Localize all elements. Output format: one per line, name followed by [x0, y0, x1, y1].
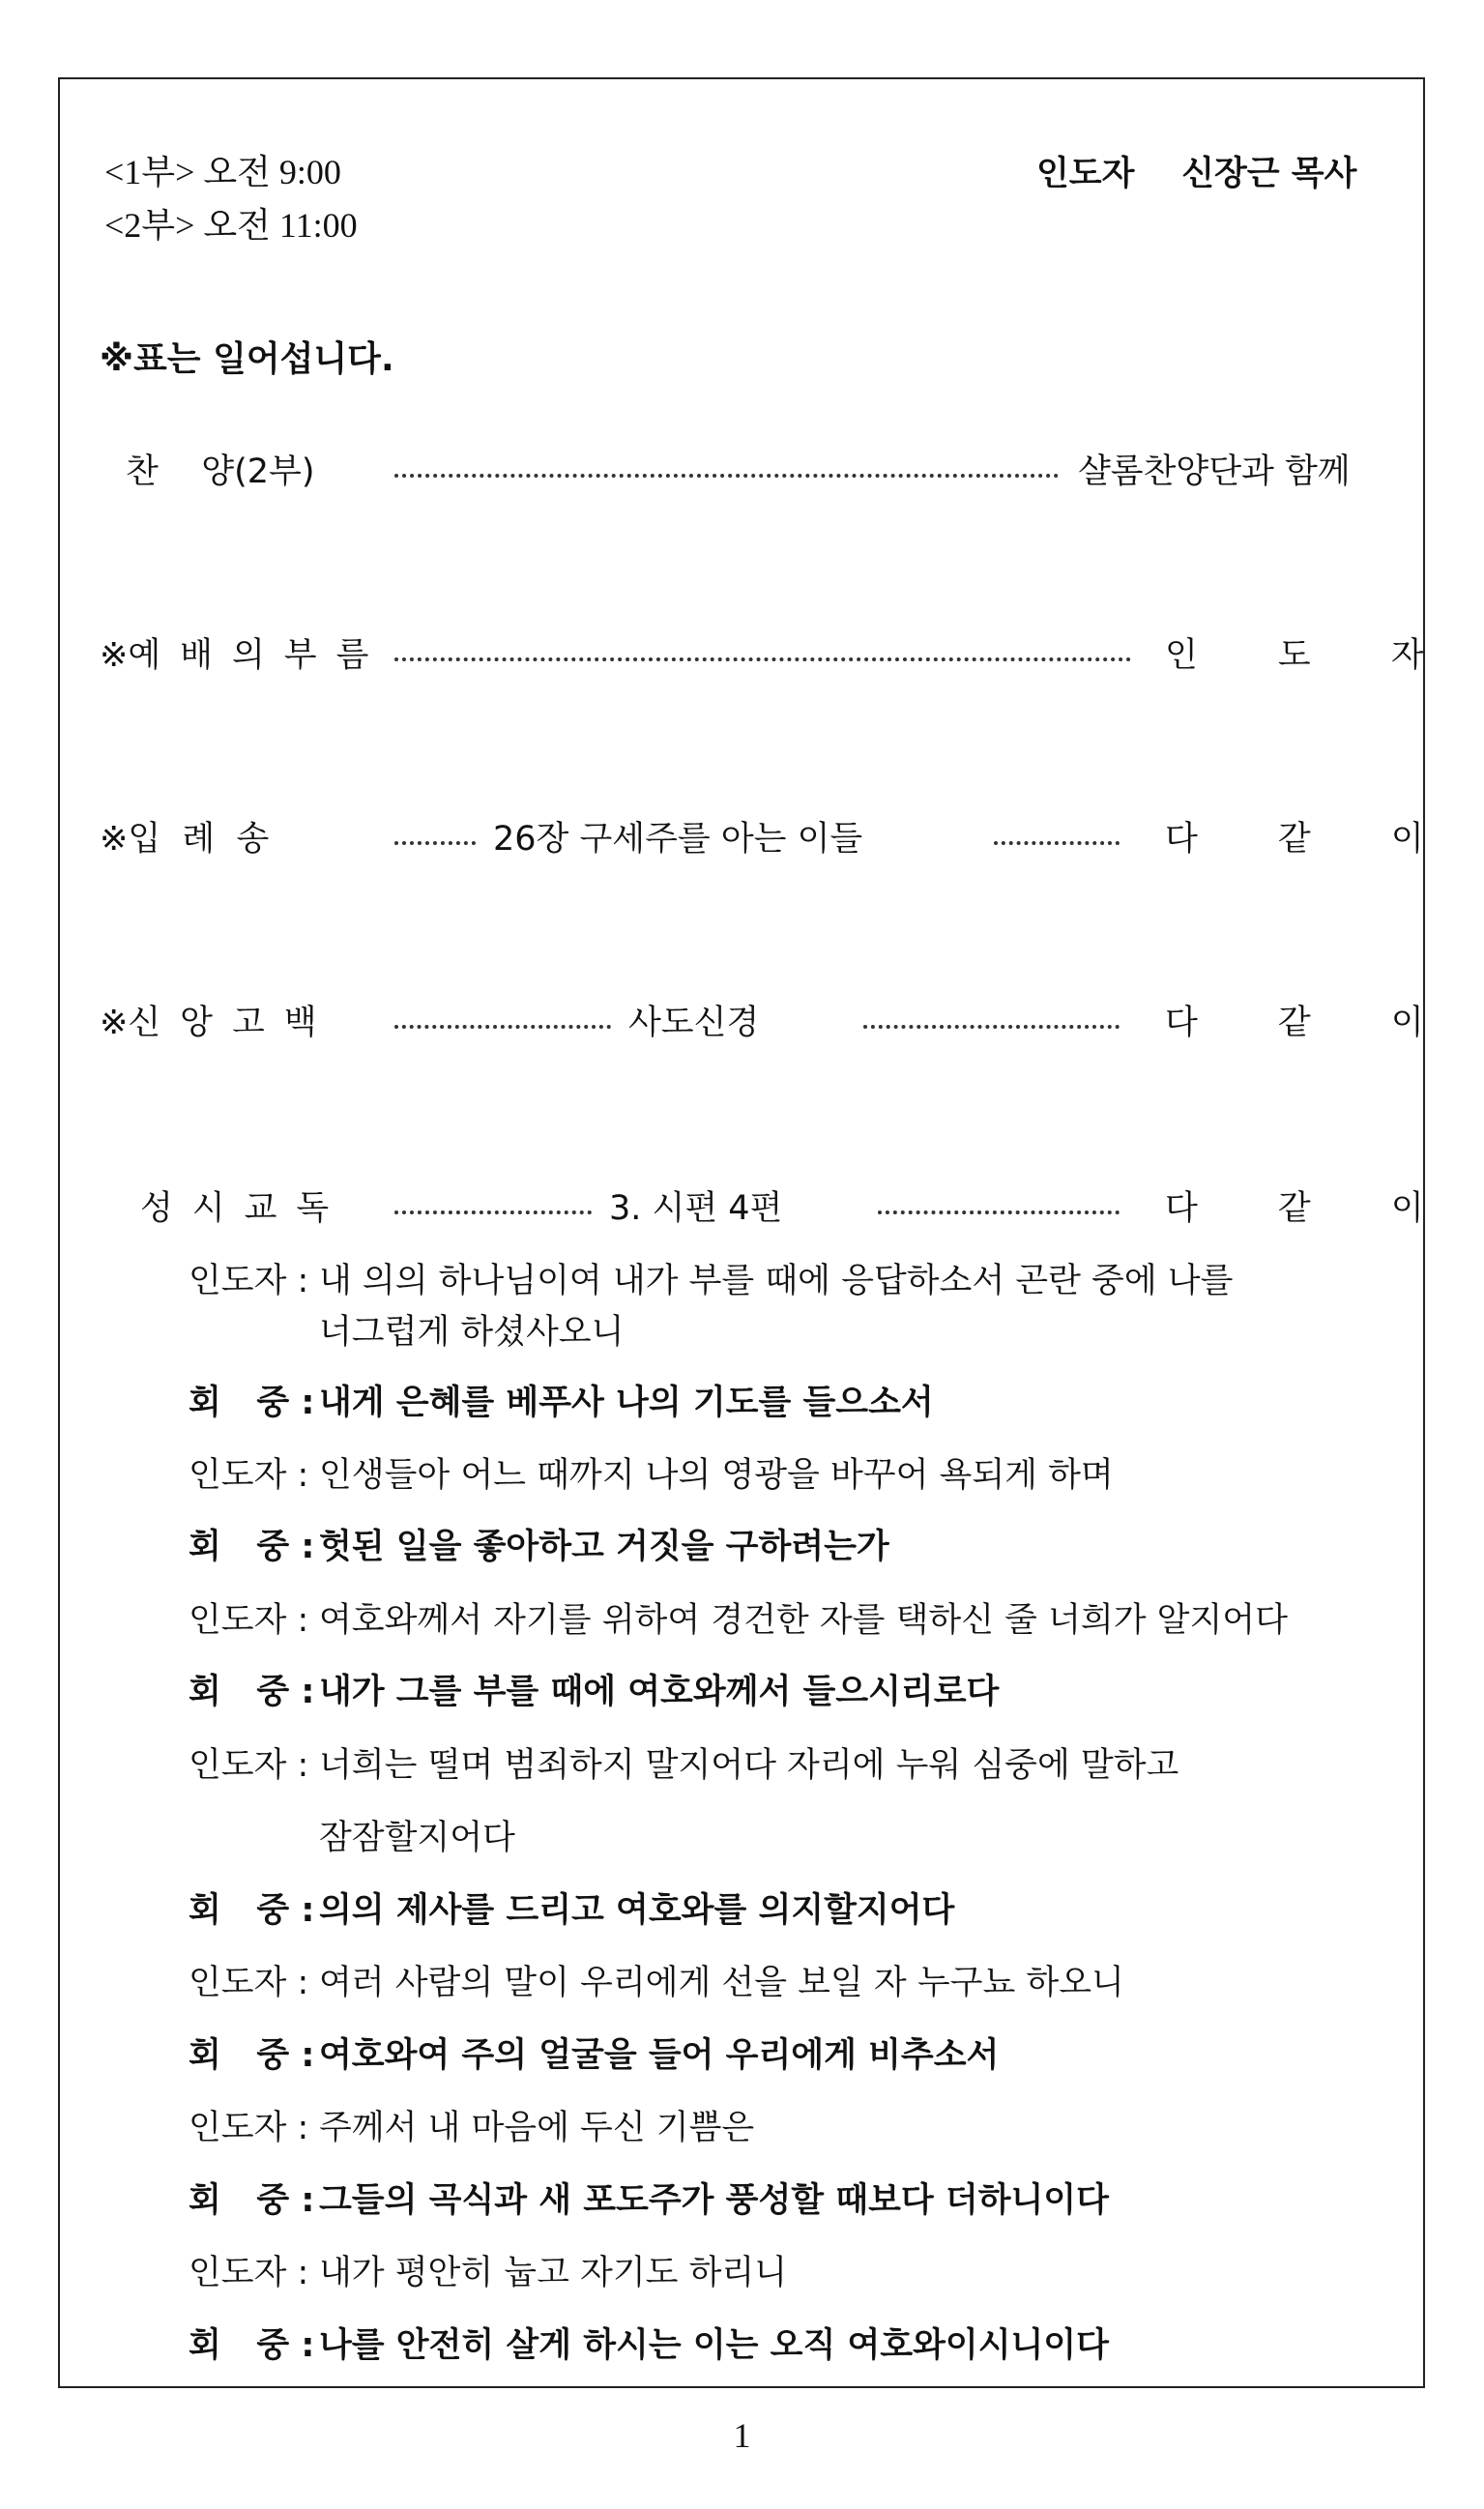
order-item-title [126, 445, 377, 493]
order-item-detail: 26장 구세주를 아는 이들 [493, 820, 863, 859]
leader-label: 인도자 : [189, 1964, 309, 2002]
leader-reading: 내 의의 하나님이여 내가 부를 때에 응답하소서 곤란 중에 나를 [319, 1262, 1234, 1300]
leader-dots [394, 841, 476, 845]
leader-reading: 주께서 내 마음에 두신 기쁨은 [319, 2109, 755, 2147]
order-item-title [140, 1182, 380, 1230]
order-item-label: 찬 양(2부) [126, 452, 315, 491]
reading-continuation: 너그럽게 하셨사오니 [319, 1313, 625, 1352]
leader-label: 인도자 : [189, 1456, 309, 1495]
people-response: 헛된 일을 좋아하고 거짓을 구하려는가 [319, 1528, 889, 1566]
people-label: 회 중 : [189, 2036, 315, 2075]
page-number: 1 [733, 2416, 751, 2455]
leader-heading [1036, 147, 1356, 195]
order-item-title [100, 996, 380, 1044]
order-item-person: 다 같 이 [1165, 1004, 1459, 1042]
leader-label: 인도자 : [189, 2109, 309, 2147]
standing-mark: ※ [100, 820, 129, 859]
order-item-label: 입 례 송 [128, 820, 270, 859]
leader-label: 인도자 : [189, 1746, 309, 1785]
people-label: 회 중 : [189, 1384, 315, 1422]
leader-label: 인도자 [1036, 155, 1135, 193]
leader-dots [394, 474, 1059, 478]
leader-dots [878, 1211, 1120, 1214]
order-item-person: 인 도 자 [1165, 636, 1459, 675]
standing-mark: ※ [100, 636, 129, 675]
people-label: 회 중 : [189, 1673, 315, 1711]
order-item-label: 성시교독 [140, 1189, 349, 1228]
order-item-detail: 3. 시편 4편 [609, 1189, 783, 1228]
order-item-label: 예배의부름 [128, 636, 389, 675]
people-label: 회 중 : [189, 1891, 315, 1930]
leader-dots [994, 841, 1120, 845]
standing-mark: ※ [100, 1004, 129, 1042]
leader-dots [863, 1025, 1120, 1029]
leader-label: 인도자 : [189, 2254, 309, 2292]
people-response: 의의 제사를 드리고 여호와를 의지할지어다 [319, 1891, 955, 1930]
leader-label: 인도자 : [189, 1262, 309, 1300]
people-response: 여호와여 주의 얼굴을 들어 우리에게 비추소서 [319, 2036, 1000, 2075]
leader-reading: 여러 사람의 말이 우리에게 선을 보일 자 누구뇨 하오니 [319, 1964, 1124, 2002]
order-item-title [100, 812, 380, 861]
people-response: 나를 안전히 살게 하시는 이는 오직 여호와이시니이다 [319, 2326, 1109, 2365]
people-response: 그들의 곡식과 새 포도주가 풍성할 때보다 더하니이다 [319, 2181, 1109, 2220]
order-item-title [100, 628, 389, 677]
leader-label: 인도자 : [189, 1601, 309, 1640]
reading-continuation: 잠잠할지어다 [319, 1819, 515, 1857]
order-item-person: 샬롬찬양단과 함께 [1078, 452, 1351, 491]
leader-reading: 인생들아 어느 때까지 나의 영광을 바꾸어 욕되게 하며 [319, 1456, 1114, 1495]
leader-reading: 내가 평안히 눕고 자기도 하리니 [319, 2254, 788, 2292]
order-item-detail: 사도신경 [628, 1004, 760, 1042]
standing-note: ※표는 일어섭니다. [100, 339, 394, 379]
leader-dots [394, 1025, 611, 1029]
people-label: 회 중 : [189, 2326, 315, 2365]
order-item-person: 다 같 이 [1165, 820, 1459, 859]
leader-reading: 여호와께서 자기를 위하여 경건한 자를 택하신 줄 너희가 알지어다 [319, 1601, 1288, 1640]
leader-reading: 너희는 떨며 범죄하지 말지어다 자리에 누워 심중에 말하고 [319, 1746, 1179, 1785]
leader-name: 신장근 목사 [1181, 155, 1357, 193]
leader-dots [394, 1211, 592, 1214]
service-time-2: <2부> 오전 11:00 [104, 206, 358, 245]
service-time-1: <1부> 오전 9:00 [104, 153, 341, 191]
order-item-person: 다 같 이 [1165, 1189, 1459, 1228]
people-label: 회 중 : [189, 1528, 315, 1566]
people-response: 내게 은혜를 베푸사 나의 기도를 들으소서 [319, 1384, 934, 1422]
order-item-label: 신앙고백 [128, 1004, 336, 1042]
leader-dots [394, 657, 1131, 661]
people-label: 회 중 : [189, 2181, 315, 2220]
people-response: 내가 그를 부를 때에 여호와께서 들으시리로다 [319, 1673, 1000, 1711]
